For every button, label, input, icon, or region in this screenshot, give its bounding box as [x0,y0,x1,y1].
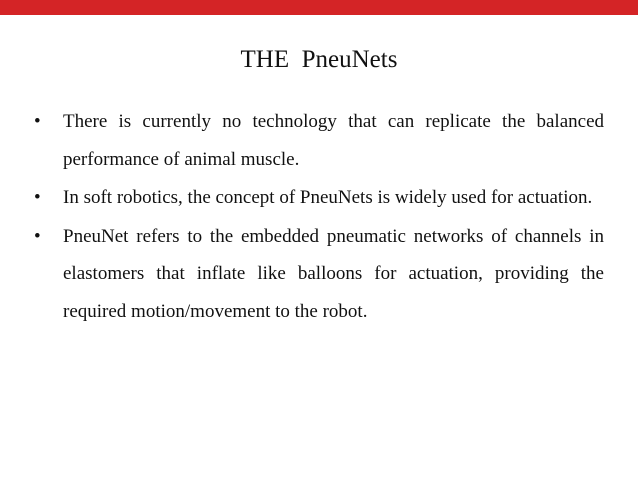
bullet-icon: • [34,187,41,208]
bullet-item [34,218,604,331]
bullet-item [34,103,604,178]
bullet-icon: • [34,111,41,132]
bullet-list [34,103,604,331]
bullet-icon: • [34,225,41,247]
bullet-text: There is currently no technology that can replicate the balanced performance of animal muscle. [63,111,604,170]
top-accent-bar [0,0,638,15]
bullet-text: In soft robotics, the concept of PneuNets is widely used for actuation. [63,187,593,208]
bullet-text: PneuNet refers to the embedded pneumatic networks of channels in elastomers that inflate like balloons for actuation, providing the required motion/movement to the robot. [63,225,604,322]
slide-title: THE PneuNets [240,46,398,73]
bullet-item [34,179,604,217]
